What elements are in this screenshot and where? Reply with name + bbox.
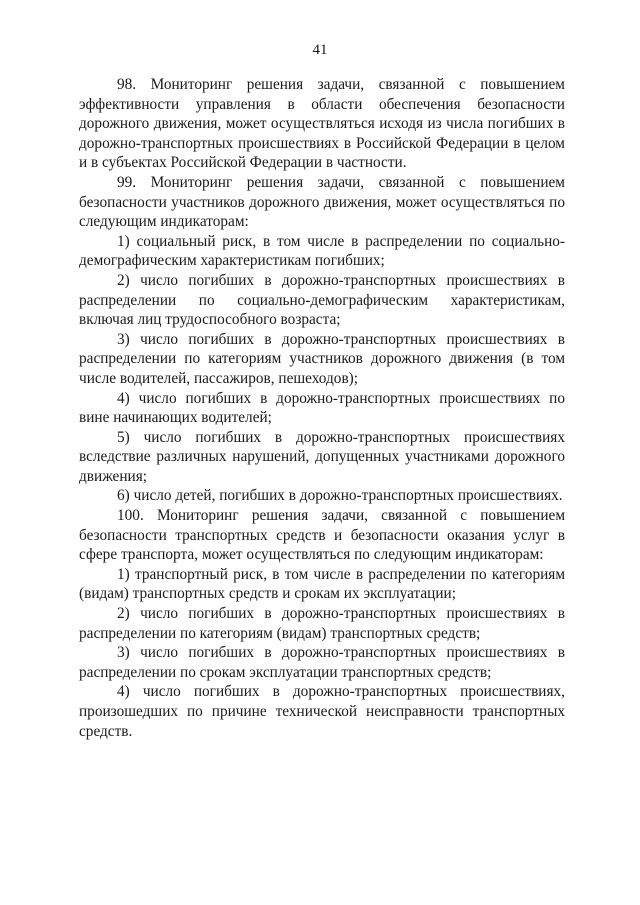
paragraph-98: 98. Мониторинг решения задачи, связанной с повышением эффективности управления в области обеспечения безопасности дорожного движения, может осуществляться исходя из числа погибших в дорожно-транспортных происшествиях в Российской Федерации в целом и в субъектах Российской Федерации в частности.	[79, 76, 565, 172]
page-number: 41	[312, 42, 328, 58]
document-body	[79, 75, 565, 741]
list-item-99-6: 6) число детей, погибших в дорожно-транспортных происшествиях.	[117, 487, 563, 505]
list-item-99-5: 5) число погибших в дорожно-транспортных происшествиях вследствие различных нарушений, допущенных участниками дорожного движения;	[79, 428, 565, 485]
list-item-100-3: 3) число погибших в дорожно-транспортных происшествиях в распределении по срокам эксплуатации транспортных средств;	[79, 644, 565, 681]
list-item-99-2: 2) число погибших в дорожно-транспортных происшествиях в распределении по социально-демографическим характеристикам, включая лиц трудоспособного возраста;	[79, 271, 565, 329]
list-item-99-4: 4) число погибших в дорожно-транспортных происшествиях по вине начинающих водителей;	[79, 389, 565, 427]
list-item-100-2: 2) число погибших в дорожно-транспортных происшествиях в распределении по категориям (видам) транспортных средств;	[79, 605, 565, 642]
list-item-100-1: 1) транспортный риск, в том числе в распределении по категориям (видам) транспортных средств и срокам их эксплуатации;	[79, 565, 565, 603]
list-item-99-1: 1) социальный риск, в том числе в распределении по социально-демографическим характеристикам погибших;	[79, 232, 565, 270]
paragraph-100: 100. Мониторинг решения задачи, связанной с повышением безопасности транспортных средств и безопасности оказания услуг в сфере транспорта, может осуществляться по следующим индикаторам:	[79, 507, 565, 564]
list-item-100-4: 4) число погибших в дорожно-транспортных происшествиях, произошедших по причине технической неисправности транспортных средств.	[79, 683, 565, 740]
list-item-99-3: 3) число погибших в дорожно-транспортных происшествиях в распределении по категориям участников дорожного движения (в том числе водителей, пассажиров, пешеходов);	[79, 330, 565, 387]
paragraph-99: 99. Мониторинг решения задачи, связанной с повышением безопасности участников дорожного движения, может осуществляться по следующим индикаторам:	[79, 173, 565, 231]
